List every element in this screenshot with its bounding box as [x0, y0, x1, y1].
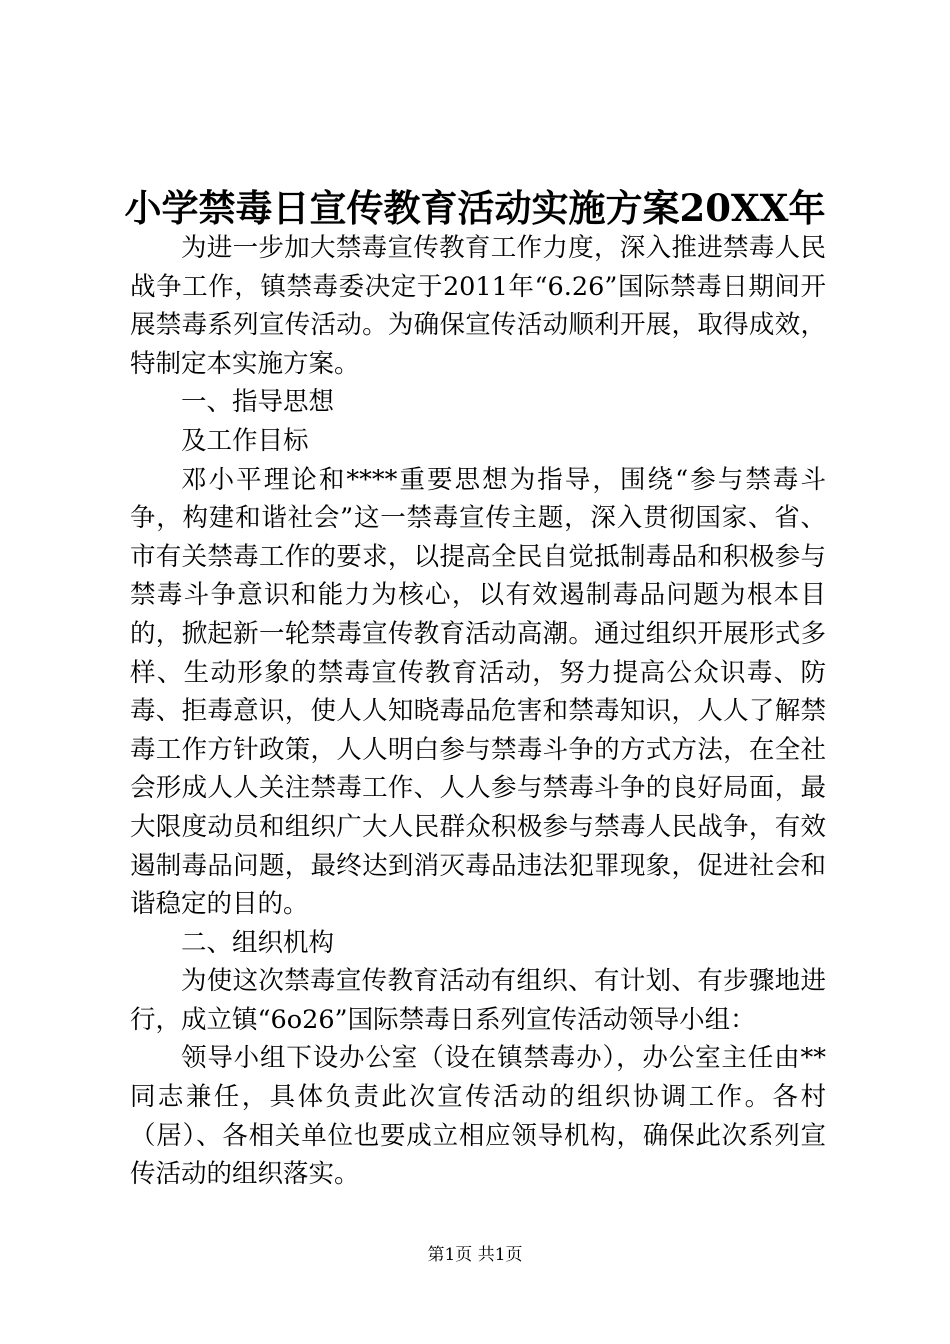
- section-heading-work-goals: 及工作目标: [181, 425, 309, 456]
- page-footer: 第1页 共1页: [427, 1245, 523, 1265]
- section-heading-organization: 二、组织机构: [181, 927, 335, 958]
- document-title: 小学禁毒日宣传教育活动实施方案20XX年: [124, 186, 826, 230]
- paragraph-intro: 为进一步加大禁毒宣传教育工作力度，深入推进禁毒人民战争工作，镇禁毒委决定于2011年“6.26”国际禁毒日期间开展禁毒系列宣传活动。为确保宣传活动顺利开展，取得成效，特制定本实施方案。: [130, 233, 826, 379]
- paragraph-office: 领导小组下设办公室（设在镇禁毒办），办公室主任由**同志兼任，具体负责此次宣传活动的组织协调工作。各村（居）、各相关单位也要成立相应领导机构，确保此次系列宣传活动的组织落实。: [130, 1043, 826, 1190]
- paragraph-leading-group: 为使这次禁毒宣传教育活动有组织、有计划、有步骤地进行，成立镇“6o26”国际禁毒日系列宣传活动领导小组：: [130, 966, 826, 1035]
- document-body: [130, 229, 826, 1194]
- paragraph-guiding-content: 邓小平理论和****重要思想为指导，围绕“参与禁毒斗争，构建和谐社会”这一禁毒宣传主题，深入贯彻国家、省、市有关禁毒工作的要求，以提高全民自觉抵制毒品和积极参与禁毒斗争意识和能力为核心，以有效遏制毒品问题为根本目的，掀起新一轮禁毒宣传教育活动高潮。通过组织开展形式多样、生动形象的禁毒宣传教育活动，努力提高公众识毒、防毒、拒毒意识，使人人知晓毒品危害和禁毒知识，人人了解禁毒工作方针政策，人人明白参与禁毒斗争的方式方法，在全社会形成人人关注禁毒工作、人人参与禁毒斗争的良好局面，最大限度动员和组织广大人民群众积极参与禁毒人民战争，有效遏制毒品问题，最终达到消灭毒品违法犯罪现象，促进社会和谐稳定的目的。: [130, 464, 826, 920]
- section-heading-guiding-thought: 一、指导思想: [181, 387, 335, 418]
